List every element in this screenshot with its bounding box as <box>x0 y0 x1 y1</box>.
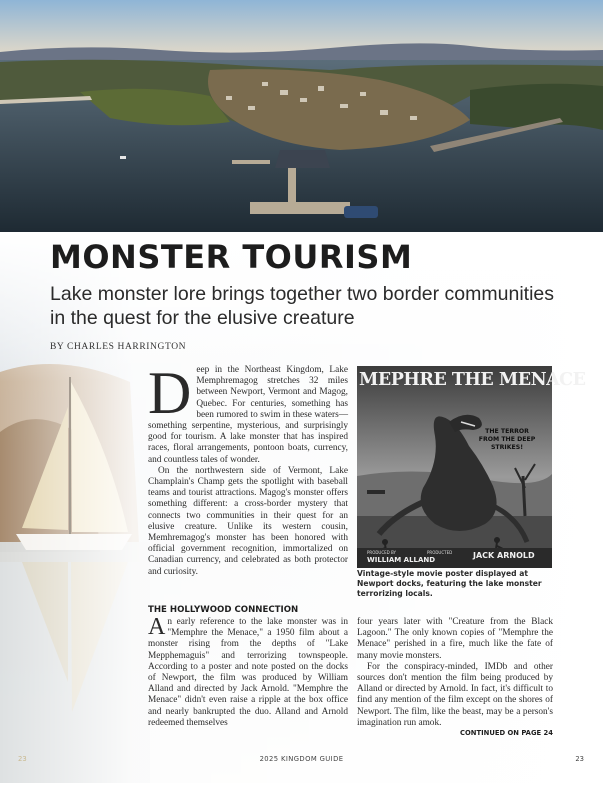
paragraph-3: An early reference to the lake monster was in "Memphre the Menace," a 1950 film about a monster rising from the depths of "Lake Mepphemaguis" and terrorizing townspeople. According to a poster and note posted on the docks of Newport, the film was produced by William Alland and directed by Jack Arnold. "Memphre the Menace" didn't even raise a ripple at the box office and nearly bankrupted the duo. Alland and Arnold redeemed themselves <box>148 614 348 728</box>
footer-right-page-number: 23 <box>575 755 584 763</box>
article-column-2 <box>148 614 348 729</box>
poster-director: JACK ARNOLD <box>473 551 535 560</box>
paragraph-2: On the northwestern side of Vermont, Lake Champlain's Champ gets the spotlight with baseball teams and tourist attractions. Magog's monster offers something different: a cross-border mystery that connects two communities in their quest for an elusive creature. Unlike its western cousin, Memhremagog's monster has been honored with official government recognition, immortalized on Canadian currency, and celebrated as both protector and curiosity. <box>148 465 348 577</box>
paragraph-4: four years later with "Creature from the Black Lagoon." The only known copies of "Memphre the Menace" perished in a fire, much like the fate of many movie monsters. <box>357 617 553 661</box>
poster-title: MEPHRE THE MENACE <box>359 370 586 390</box>
poster-caption: Vintage-style movie poster displayed at Newport docks, featuring the lake monster terrorizing locals. <box>357 569 542 598</box>
article-column-1 <box>148 360 348 578</box>
byline: BY CHARLES HARRINGTON <box>50 342 187 352</box>
hero-photo <box>0 0 603 232</box>
article-title: MONSTER TOURISM <box>50 238 413 276</box>
aerial-lake-town-image <box>0 0 603 232</box>
poster-producer: WILLIAM ALLAND <box>367 556 436 564</box>
section-subhead: THE HOLLYWOOD CONNECTION <box>148 605 299 615</box>
poster-produced-by: PRODUCED BY <box>367 550 396 555</box>
article-column-3 <box>357 617 553 729</box>
movie-poster-image <box>357 366 586 568</box>
continued-note: CONTINUED ON PAGE 24 <box>460 729 553 737</box>
poster-tagline: THE TERROR FROM THE DEEP STRIKES! <box>478 428 536 451</box>
article-subtitle: Lake monster lore brings together two border communities in the quest for the elusive creature <box>50 283 554 329</box>
footer-left-page-number: 23 <box>18 755 27 763</box>
footer-publication: 2025 KINGDOM GUIDE <box>259 755 344 763</box>
drop-cap: D <box>148 360 192 426</box>
paragraph-1: Deep in the Northeast Kingdom, Lake Memphremagog stretches 32 miles between Newport, Vermont and Magog, Quebec. For centuries, something has been rumored to swim in these waters—something serpentine, mysterious, and surprisingly good for tourism. A lake monster that has inspired races, floral arrangements, pontoon boats, currency, and countless tales of wonder. <box>148 360 348 465</box>
drop-cap-2: A <box>148 614 166 640</box>
paragraph-5: For the conspiracy-minded, IMDb and other sources don't mention the film being produced by Alland or directed by Arnold. In fact, it's difficult to find any mention of the film except on the shores of Newport. The film, like the beast, may be a person's imagination run amok. <box>357 661 553 728</box>
poster-directed-by: PRODUCTED <box>427 550 453 555</box>
